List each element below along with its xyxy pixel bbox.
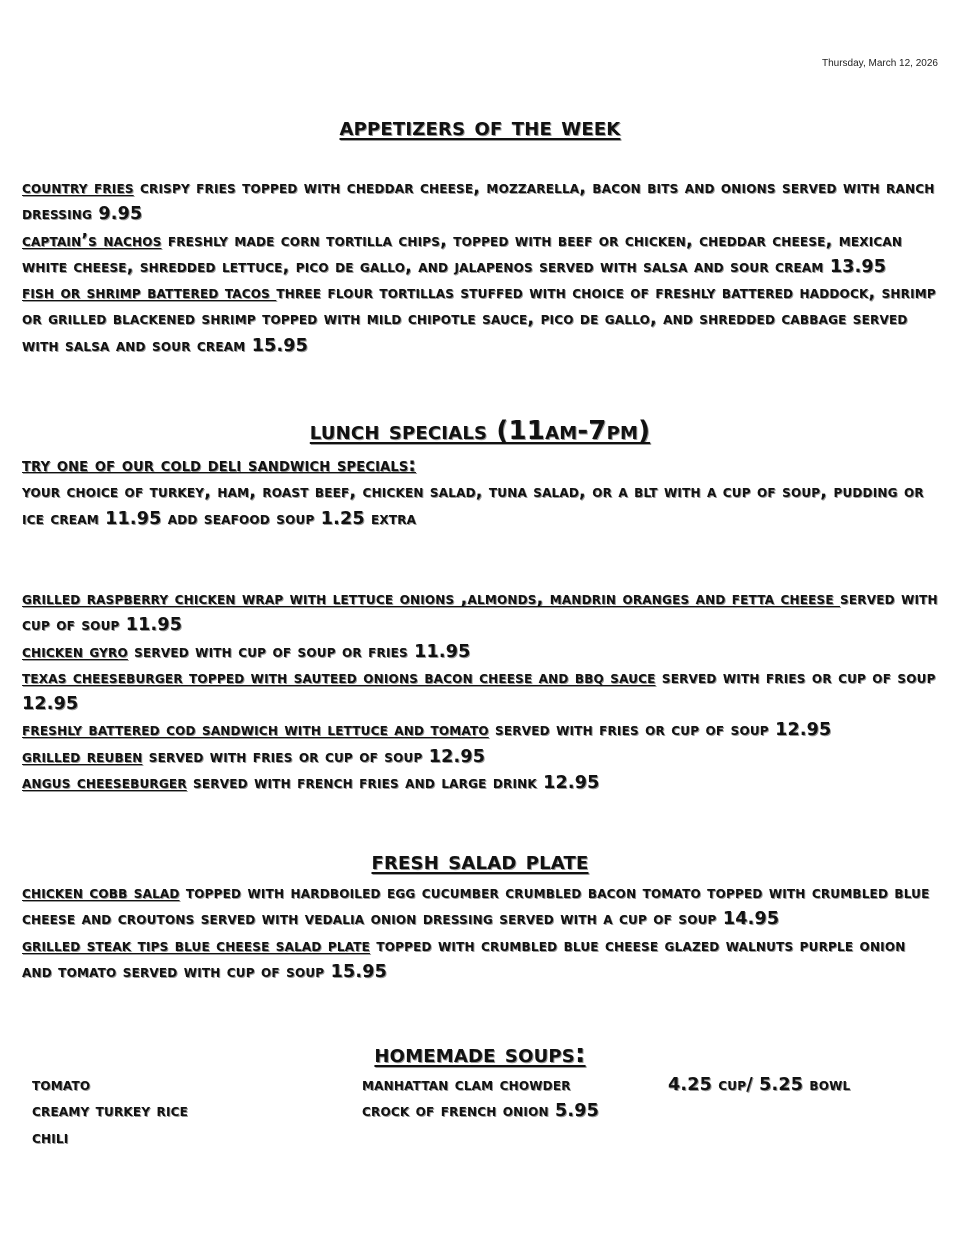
- salad-heading: fresh salad plate: [371, 846, 589, 876]
- lunch-item: [22, 770, 938, 796]
- soup-item: creamy turkey rice: [32, 1101, 189, 1122]
- lunch-heading: lunch specials (11am-7pm): [309, 416, 651, 446]
- item-name: captain’s nachos: [22, 230, 162, 251]
- lunch-item: [22, 717, 938, 743]
- item-description: freshly made corn tortilla chips, topped with beef or chicken, cheddar cheese, mexican white cheese, shredded lettuce, pico de gallo, and jalapenos served with salsa and sour cream 13.95: [22, 230, 903, 277]
- item-description: served with fries or cup of soup 12.95: [22, 667, 936, 715]
- item-description: three flour tortillas stuffed with choice of freshly battered haddock, shrimp or grilled blackened shrimp topped with mild chipotle sauce, pico de gallo, and shredded cabbage served with salsa and sour cream 15.95: [22, 283, 936, 356]
- item-name: country fries: [22, 178, 134, 198]
- item-name: grilled raspberry chicken wrap with lettuce onions ,almonds, mandrin oranges and fetta cheese: [22, 589, 841, 609]
- soup-item: crock of french onion 5.95: [362, 1101, 599, 1122]
- lunch-item: [22, 665, 938, 718]
- lunch-list: [22, 586, 938, 796]
- soup-price: 4.25 cup/ 5.25 bowl: [668, 1075, 851, 1095]
- item-name: freshly battered cod sandwich with lettuce and tomato: [22, 720, 489, 741]
- item-description: served with fries or cup of soup 12.95: [142, 746, 486, 767]
- item-name: chicken cobb salad: [22, 883, 180, 903]
- item-name: grilled steak tips blue cheese salad plate: [22, 935, 371, 956]
- appetizer-item: [22, 175, 938, 228]
- item-description: topped with hardboiled egg cucumber crumbled bacon tomato topped with crumbled blue cheese and croutons served with vedalia onion dressing served with a cup of soup 14.95: [22, 883, 930, 930]
- salad-list: [22, 880, 938, 985]
- item-name: grilled reuben: [22, 746, 143, 767]
- date-stamp: Thursday, March 12, 2026: [822, 58, 938, 69]
- item-description: served with french fries and large drink 12.95: [186, 773, 600, 794]
- salad-item: [22, 880, 938, 933]
- deli-subheading: try one of our cold deli sandwich specials:: [22, 455, 417, 476]
- soup-item: tomato: [32, 1075, 91, 1095]
- item-description: served with fries or cup of soup 12.95: [488, 720, 832, 741]
- appetizer-item: [22, 280, 938, 359]
- item-name: angus cheeseburger: [22, 773, 187, 794]
- deli-description: your choice of turkey, ham, roast beef, chicken salad, tuna salad, or a blt with a cup of soup, pudding or ice cream 11.95 add seafood soup 1.25 extra: [22, 482, 924, 529]
- lunch-item: [22, 744, 938, 770]
- appetizer-item: [22, 228, 938, 281]
- item-description: crispy fries topped with cheddar cheese, mozzarella, bacon bits and onions served with ranch dressing 9.95: [22, 178, 935, 225]
- soups-column-2: [362, 1072, 599, 1125]
- appetizers-heading: appetizers of the week: [339, 112, 621, 142]
- item-name: texas cheeseburger topped with sauteed onions bacon cheese and bbq sauce: [22, 667, 656, 688]
- soups-heading: homemade soups:: [374, 1039, 586, 1069]
- soup-item: manhattan clam chowder: [362, 1075, 571, 1095]
- item-description: served with cup of soup or fries 11.95: [127, 641, 471, 662]
- soup-item: chili: [32, 1127, 69, 1148]
- item-name: chicken gyro: [22, 641, 128, 662]
- item-name: fish or shrimp battered tacos: [22, 283, 277, 304]
- deli-section: [22, 453, 938, 532]
- item-description: topped with crumbled blue cheese glazed walnuts purple onion and tomato served with cup of soup 15.95: [22, 935, 906, 982]
- salad-item: [22, 933, 938, 986]
- lunch-item: [22, 586, 938, 639]
- item-description: served with cup of soup 11.95: [22, 589, 938, 636]
- lunch-item: [22, 639, 938, 665]
- soups-column-1: [32, 1072, 188, 1151]
- appetizers-list: [22, 175, 938, 359]
